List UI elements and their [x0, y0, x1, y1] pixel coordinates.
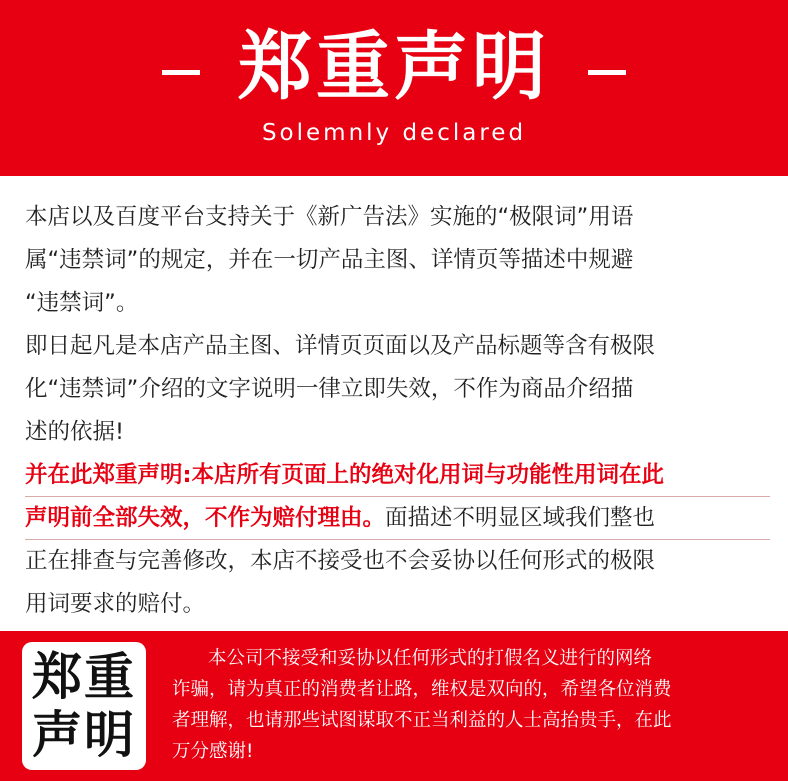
footer-line: 万分感谢! — [172, 741, 254, 762]
right-dash — [588, 70, 626, 75]
footer-text — [172, 643, 772, 767]
body-line: 化“违禁词”介绍的文字说明一律立即失效，不作为商品介绍描 — [25, 376, 634, 402]
declaration-body — [25, 196, 770, 626]
body-line: 属“违禁词”的规定，并在一切产品主图、详情页等描述中规避 — [25, 247, 634, 273]
body-line: “违禁词”。 — [25, 290, 139, 316]
footer-line: 诈骗，请为真正的消费者让路，维权是双向的，希望各位消费 — [172, 679, 672, 700]
page-title: 郑重声明 — [238, 24, 550, 110]
body-line: 即日起凡是本店产品主图、详情页页面以及产品标题等含有极限 — [25, 333, 656, 359]
header-banner — [0, 0, 788, 176]
body-inline: 面描述不明显区域我们整也 — [385, 505, 656, 531]
body-line: 用词要求的赔付。 — [25, 591, 206, 617]
footer-banner — [0, 631, 788, 781]
stamp-line: 郑重 — [32, 648, 136, 706]
body-line: 本店以及百度平台支持关于《新广告法》实施的“极限词”用语 — [25, 204, 634, 230]
declaration-stamp — [22, 642, 146, 770]
stamp-line: 声明 — [32, 706, 136, 764]
page-subtitle: Solemnly declared — [261, 120, 527, 146]
emphasis-inline: 声明前全部失效，不作为赔付理由。 — [25, 505, 386, 531]
body-line: 述的依据! — [25, 419, 125, 445]
emphasis-line: 并在此郑重声明:本店所有页面上的绝对化用词与功能性用词在此 — [25, 454, 770, 497]
body-line: 正在排查与完善修改，本店不接受也不会妥协以任何形式的极限 — [25, 548, 656, 574]
footer-line: 本公司不接受和妥协以任何形式的打假名义进行的网络 — [208, 648, 653, 669]
footer-line: 者理解，也请那些试图谋取不正当利益的人士高抬贵手，在此 — [172, 710, 672, 731]
mixed-line — [25, 497, 770, 540]
